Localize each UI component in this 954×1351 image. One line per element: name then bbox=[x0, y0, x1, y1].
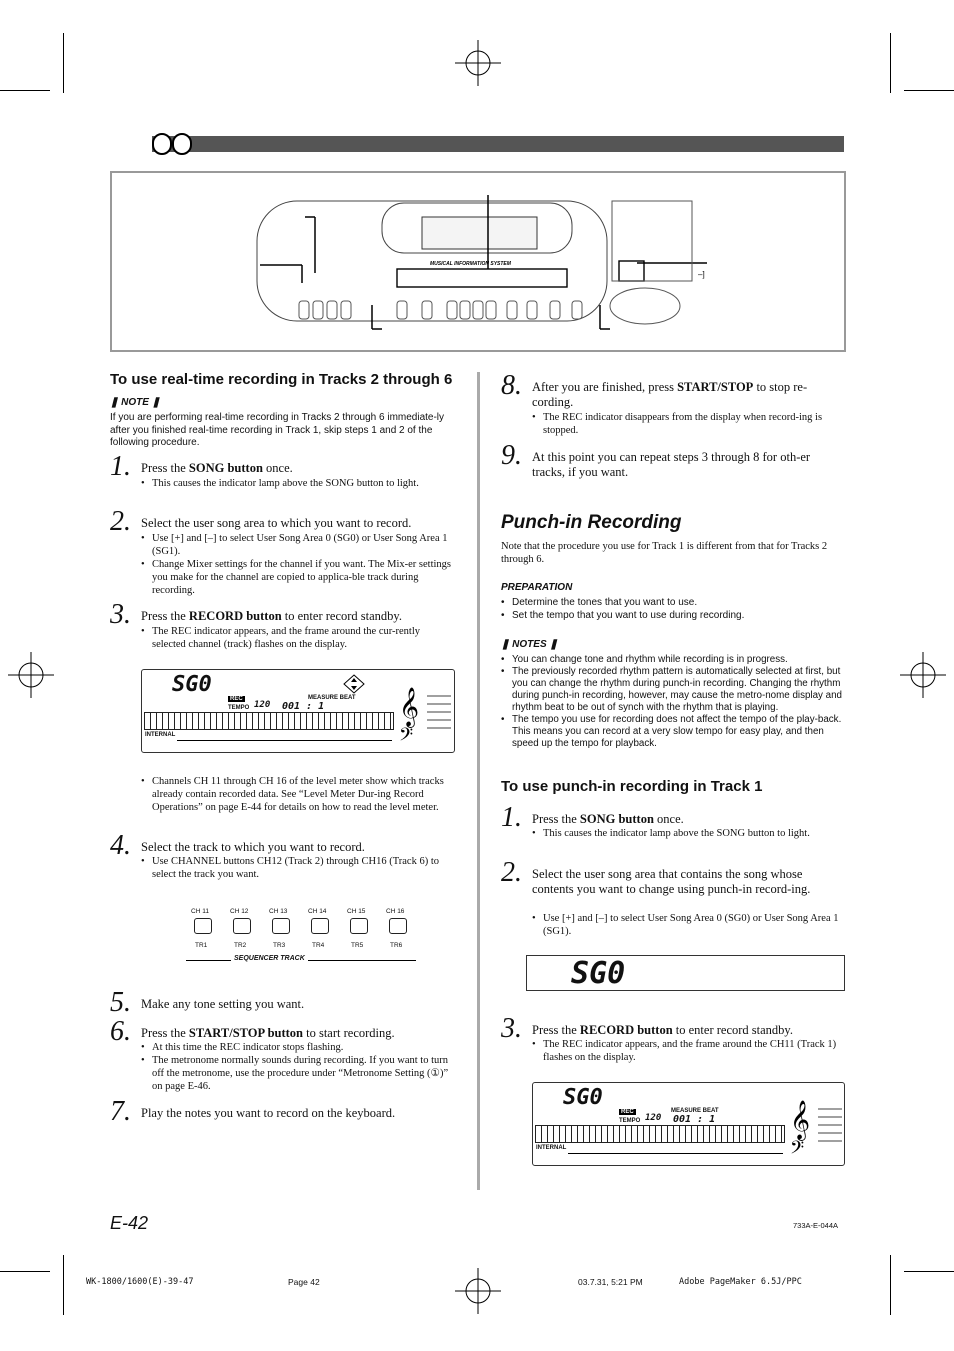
ch15-button[interactable] bbox=[350, 918, 368, 934]
crop-mark bbox=[904, 1271, 954, 1272]
column-divider bbox=[477, 372, 480, 1190]
section-title: To use real-time recording in Tracks 2 through 6 bbox=[110, 371, 453, 388]
lcd-display: SG0 REC TEMPO 120 MEASURE BEAT 001 : 1 INTERNAL 𝄞 𝄢 bbox=[141, 669, 455, 753]
crop-mark bbox=[904, 90, 954, 91]
ch14-button[interactable] bbox=[311, 918, 329, 934]
ch16-button[interactable] bbox=[389, 918, 407, 934]
ch11-button[interactable] bbox=[194, 918, 212, 934]
crop-mark bbox=[63, 33, 64, 93]
note-label: ❚ NOTE ❚ bbox=[110, 397, 161, 408]
registration-mark bbox=[8, 652, 54, 698]
notes-list: • You can change tone and rhythm while recording is in progress. • The previously recorded rhythm pattern is automatically selected at first, but you can change the rhythm during punch-in recording. Changing the rhythm during punch-in recording, however, may cause the metro-nome display and rhythm beat to be out of synch with the rhythm that is playing. • The tempo you use for recording does not affect the tempo of the play-back. This means you can record at a very slow tempo for easy play, and then speed up the tempo for playback. bbox=[501, 654, 846, 750]
footer-date: 03.7.31, 5:21 PM bbox=[578, 1277, 643, 1287]
crop-mark bbox=[0, 90, 50, 91]
preparation-list: • Determine the tones that you want to use. • Set the tempo that you want to use during recording. bbox=[501, 597, 846, 622]
registration-mark bbox=[455, 40, 501, 86]
note-text: If you are performing real-time recording in Tracks 2 through 6 immediate-ly after you finished real-time recording in Track 1, skip steps 1 and 2 of the following procedure. bbox=[110, 412, 445, 448]
crop-mark bbox=[0, 1271, 50, 1272]
step-text: Press the SONG button once. bbox=[141, 461, 293, 475]
crop-mark bbox=[63, 1255, 64, 1315]
ch13-button[interactable] bbox=[272, 918, 290, 934]
svg-text:𝄞: 𝄞 bbox=[399, 687, 420, 727]
registration-mark bbox=[900, 652, 946, 698]
footer-file: WK-1800/1600(E)-39-47 bbox=[86, 1277, 194, 1287]
ch12-button[interactable] bbox=[233, 918, 251, 934]
keyboard-panel-drawing bbox=[112, 173, 844, 350]
keyboard-illustration bbox=[110, 171, 846, 352]
svg-text:𝄞: 𝄞 bbox=[790, 1100, 811, 1140]
crop-mark bbox=[890, 1255, 891, 1315]
preparation-label: PREPARATION bbox=[501, 582, 573, 593]
svg-text:𝄢: 𝄢 bbox=[399, 725, 414, 748]
channel-buttons: CH 11 CH 12 CH 13 CH 14 CH 15 CH 16 TR1 TR2 TR3 TR4 TR5 TR6 SEQUENCER TRACK bbox=[186, 904, 416, 966]
lcd-display-2: SG0 REC TEMPO 120 MEASURE BEAT 001 : 1 INTERNAL 𝄞 𝄢 bbox=[532, 1082, 845, 1166]
lcd-song-display: SG0 bbox=[526, 955, 845, 991]
header-tab bbox=[152, 133, 172, 155]
registration-mark bbox=[455, 1268, 501, 1314]
footer-page: Page 42 bbox=[288, 1277, 320, 1287]
track1-title: To use punch-in recording in Track 1 bbox=[501, 778, 763, 795]
page-number: E-42 bbox=[110, 1213, 149, 1233]
header-bar bbox=[108, 136, 844, 152]
doc-code: 733A-E-044A bbox=[793, 1221, 839, 1230]
svg-text:𝄢: 𝄢 bbox=[790, 1138, 805, 1161]
punch-intro: Note that the procedure you use for Track 1 is different from that for Tracks 2 through 6. bbox=[501, 541, 828, 565]
svg-text:MUSICAL INFORMATION SYSTEM: MUSICAL INFORMATION SYSTEM bbox=[430, 261, 511, 267]
crop-mark bbox=[890, 33, 891, 93]
notes-label: ❚ NOTES ❚ bbox=[501, 639, 558, 650]
footer-app: Adobe PageMaker 6.5J/PPC bbox=[679, 1277, 802, 1287]
punch-in-title: Punch-in Recording bbox=[501, 512, 682, 533]
svg-text:–]: –] bbox=[698, 270, 705, 279]
header-tab bbox=[172, 133, 192, 155]
